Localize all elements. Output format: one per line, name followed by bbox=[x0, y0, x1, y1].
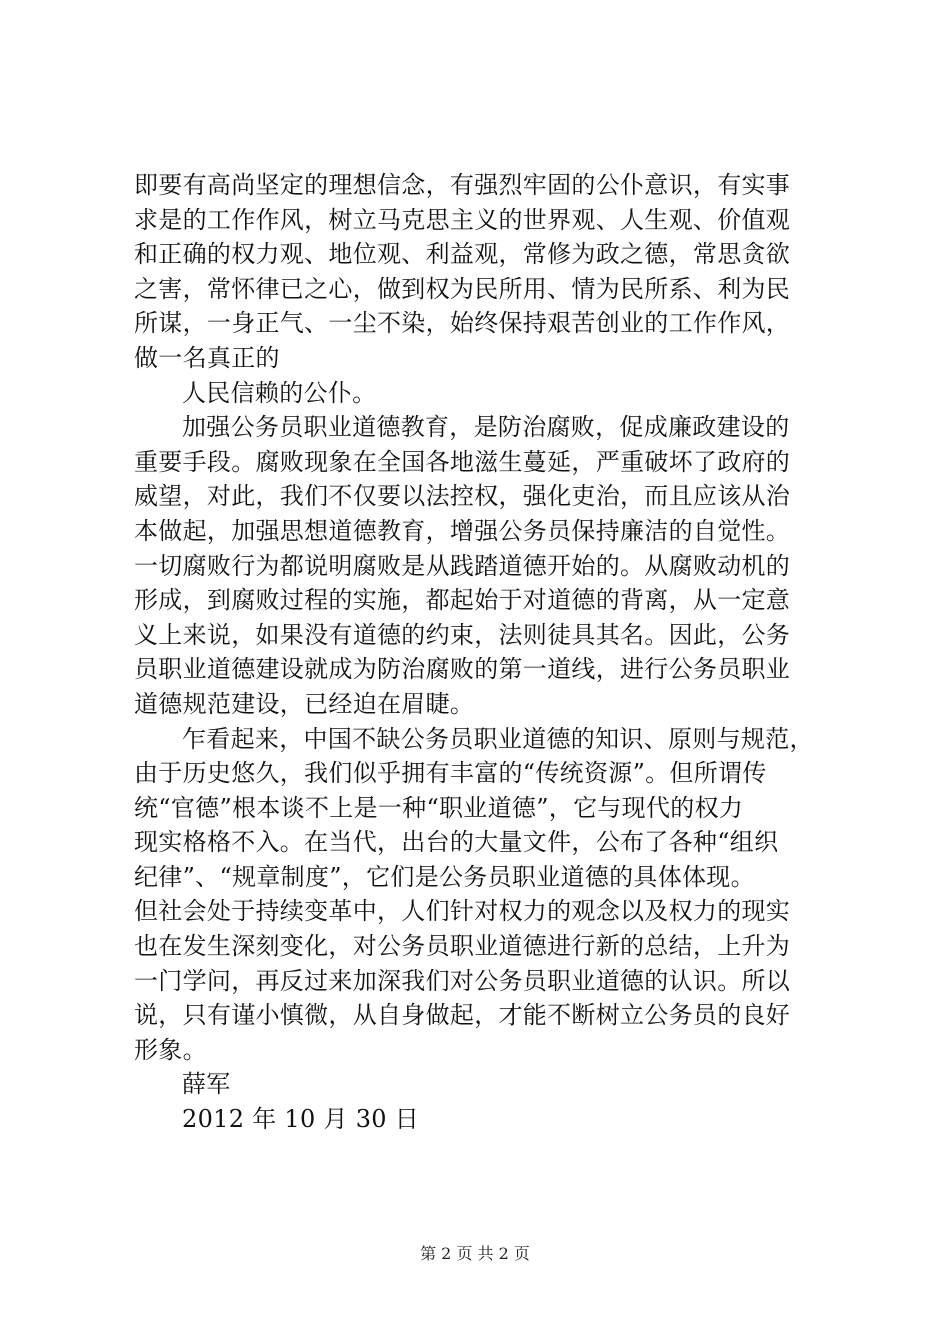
document-date: 2012 年 10 月 30 日 bbox=[182, 1105, 420, 1134]
paragraph-start-line: 乍看起来，中国不缺公务员职业道德的知识、原则与规范， bbox=[182, 724, 814, 753]
text-line: 和正确的权力观、地位观、利益观，常修为政之德，常思贪欲 bbox=[134, 240, 791, 269]
text-line: 求是的工作作风，树立马克思主义的世界观、人生观、价值观 bbox=[134, 205, 791, 234]
text-line: 本做起，加强思想道德教育，增强公务员保持廉洁的自觉性。 bbox=[134, 516, 791, 545]
text-line: 一门学问，再反过来加深我们对公务员职业道德的认识。所以 bbox=[134, 966, 791, 995]
text-line: 义上来说，如果没有道德的约束，法则徒具其名。因此，公务 bbox=[134, 620, 791, 649]
text-line: 形成，到腐败过程的实施，都起始于对道德的背离，从一定意 bbox=[134, 586, 791, 615]
text-line: 但社会处于持续变革中，人们针对权力的观念以及权力的现实 bbox=[134, 897, 791, 926]
text-line: 形象。 bbox=[134, 1035, 207, 1064]
text-line: 做一名真正的 bbox=[134, 343, 280, 372]
text-line: 威望，对此，我们不仅要以法控权，强化吏治，而且应该从治 bbox=[134, 482, 791, 511]
document-body bbox=[134, 168, 834, 1137]
text-line: 说，只有谨小慎微，从自身做起，才能不断树立公务员的良好 bbox=[134, 1001, 791, 1030]
text-line: 也在发生深刻变化，对公务员职业道德进行新的总结，上升为 bbox=[134, 932, 791, 961]
page-number-footer: 第 2 页 共 2 页 bbox=[420, 1244, 530, 1263]
author-signature: 薛军 bbox=[182, 1070, 231, 1099]
text-line: 由于历史悠久，我们似乎拥有丰富的“传统资源”。但所谓传 bbox=[134, 759, 767, 788]
text-line: 道德规范建设，已经迫在眉睫。 bbox=[134, 689, 475, 718]
text-line: 人民信赖的公仆。 bbox=[182, 378, 377, 407]
text-line: 重要手段。腐败现象在全国各地滋生蔓延，严重破坏了政府的 bbox=[134, 447, 791, 476]
paragraph-start-line: 加强公务员职业道德教育，是防治腐败，促成廉政建设的 bbox=[182, 413, 790, 442]
text-line: 纪律”、“规章制度”，它们是公务员职业道德的具体体现。 bbox=[134, 862, 755, 891]
text-line: 所谋，一身正气、一尘不染，始终保持艰苦创业的工作作风， bbox=[134, 309, 791, 338]
text-line: 统“官德”根本谈不上是一种“职业道德”，它与现代的权力 bbox=[134, 793, 744, 822]
text-line: 员职业道德建设就成为防治腐败的第一道线，进行公务员职业 bbox=[134, 655, 791, 684]
text-line: 之害，常怀律已之心，做到权为民所用、情为民所系、利为民 bbox=[134, 274, 791, 303]
text-line: 一切腐败行为都说明腐败是从践踏道德开始的。从腐败动机的 bbox=[134, 551, 791, 580]
text-line: 现实格格不入。在当代，出台的大量文件，公布了各种“组织 bbox=[134, 828, 779, 857]
text-line: 即要有高尚坚定的理想信念，有强烈牢固的公仆意识，有实事 bbox=[134, 171, 791, 199]
